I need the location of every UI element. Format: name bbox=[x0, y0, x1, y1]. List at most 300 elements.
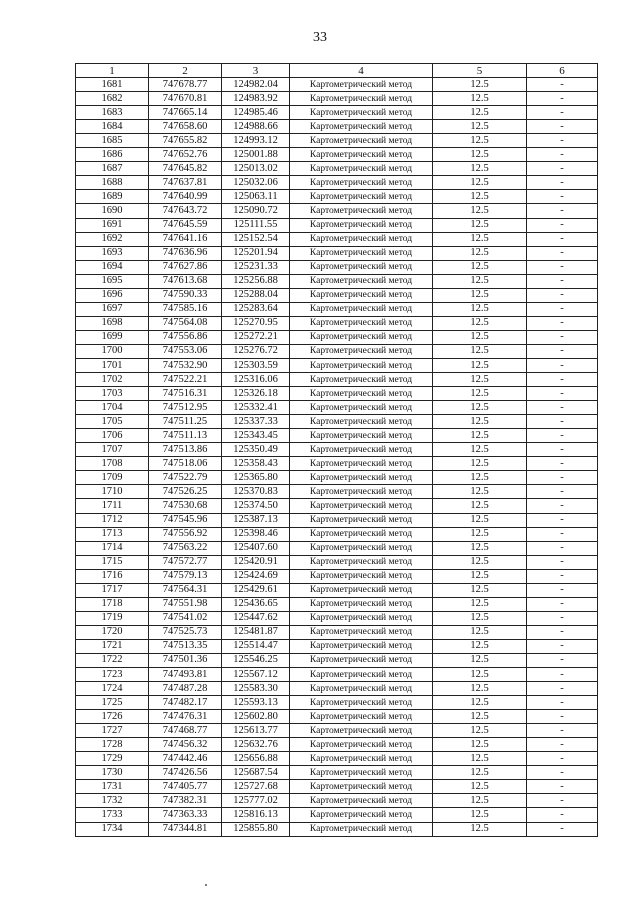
point-number-cell: 1726 bbox=[76, 710, 149, 724]
page-number: 33 bbox=[313, 30, 327, 45]
accuracy-cell: 12.5 bbox=[433, 780, 527, 794]
x-coordinate-cell: 747501.36 bbox=[149, 653, 222, 667]
y-coordinate-cell: 125407.60 bbox=[222, 541, 290, 555]
table-row bbox=[76, 92, 598, 106]
note-cell: - bbox=[527, 106, 598, 120]
x-coordinate-cell: 747493.81 bbox=[149, 668, 222, 682]
note-cell: - bbox=[527, 260, 598, 274]
note-cell: - bbox=[527, 162, 598, 176]
point-number-cell: 1705 bbox=[76, 415, 149, 429]
x-coordinate-cell: 747670.81 bbox=[149, 92, 222, 106]
method-cell: Картометрический метод bbox=[290, 92, 433, 106]
point-number-cell: 1683 bbox=[76, 106, 149, 120]
table-row bbox=[76, 106, 598, 120]
x-coordinate-cell: 747652.76 bbox=[149, 148, 222, 162]
x-coordinate-cell: 747553.06 bbox=[149, 344, 222, 358]
method-cell: Картометрический метод bbox=[290, 316, 433, 330]
table-row bbox=[76, 696, 598, 710]
method-cell: Картометрический метод bbox=[290, 752, 433, 766]
note-cell: - bbox=[527, 288, 598, 302]
table-row bbox=[76, 710, 598, 724]
accuracy-cell: 12.5 bbox=[433, 513, 527, 527]
note-cell: - bbox=[527, 373, 598, 387]
accuracy-cell: 12.5 bbox=[433, 541, 527, 555]
point-number-cell: 1723 bbox=[76, 668, 149, 682]
x-coordinate-cell: 747640.99 bbox=[149, 190, 222, 204]
accuracy-cell: 12.5 bbox=[433, 429, 527, 443]
x-coordinate-cell: 747641.16 bbox=[149, 232, 222, 246]
table-row bbox=[76, 218, 598, 232]
method-cell: Картометрический метод bbox=[290, 808, 433, 822]
column-header: 1 bbox=[76, 64, 149, 78]
table-row bbox=[76, 288, 598, 302]
y-coordinate-cell: 125337.33 bbox=[222, 415, 290, 429]
y-coordinate-cell: 124988.66 bbox=[222, 120, 290, 134]
table-row bbox=[76, 639, 598, 653]
point-number-cell: 1717 bbox=[76, 583, 149, 597]
x-coordinate-cell: 747511.13 bbox=[149, 429, 222, 443]
x-coordinate-cell: 747665.14 bbox=[149, 106, 222, 120]
note-cell: - bbox=[527, 457, 598, 471]
method-cell: Картометрический метод bbox=[290, 288, 433, 302]
y-coordinate-cell: 125429.61 bbox=[222, 583, 290, 597]
method-cell: Картометрический метод bbox=[290, 583, 433, 597]
method-cell: Картометрический метод bbox=[290, 330, 433, 344]
note-cell: - bbox=[527, 232, 598, 246]
column-header: 2 bbox=[149, 64, 222, 78]
accuracy-cell: 12.5 bbox=[433, 120, 527, 134]
x-coordinate-cell: 747426.56 bbox=[149, 766, 222, 780]
table-row bbox=[76, 387, 598, 401]
method-cell: Картометрический метод bbox=[290, 696, 433, 710]
method-cell: Картометрический метод bbox=[290, 274, 433, 288]
point-number-cell: 1724 bbox=[76, 682, 149, 696]
accuracy-cell: 12.5 bbox=[433, 190, 527, 204]
point-number-cell: 1706 bbox=[76, 429, 149, 443]
method-cell: Картометрический метод bbox=[290, 134, 433, 148]
y-coordinate-cell: 125687.54 bbox=[222, 766, 290, 780]
point-number-cell: 1730 bbox=[76, 766, 149, 780]
table-row bbox=[76, 794, 598, 808]
method-cell: Картометрический метод bbox=[290, 260, 433, 274]
accuracy-cell: 12.5 bbox=[433, 92, 527, 106]
accuracy-cell: 12.5 bbox=[433, 373, 527, 387]
y-coordinate-cell: 125272.21 bbox=[222, 330, 290, 344]
point-number-cell: 1681 bbox=[76, 78, 149, 92]
y-coordinate-cell: 125398.46 bbox=[222, 527, 290, 541]
note-cell: - bbox=[527, 344, 598, 358]
method-cell: Картометрический метод bbox=[290, 710, 433, 724]
method-cell: Картометрический метод bbox=[290, 527, 433, 541]
note-cell: - bbox=[527, 752, 598, 766]
y-coordinate-cell: 125332.41 bbox=[222, 401, 290, 415]
y-coordinate-cell: 125387.13 bbox=[222, 513, 290, 527]
x-coordinate-cell: 747344.81 bbox=[149, 822, 222, 836]
accuracy-cell: 12.5 bbox=[433, 148, 527, 162]
x-coordinate-cell: 747513.35 bbox=[149, 639, 222, 653]
y-coordinate-cell: 125358.43 bbox=[222, 457, 290, 471]
method-cell: Картометрический метод bbox=[290, 190, 433, 204]
note-cell: - bbox=[527, 471, 598, 485]
method-cell: Картометрический метод bbox=[290, 653, 433, 667]
note-cell: - bbox=[527, 330, 598, 344]
table-row bbox=[76, 415, 598, 429]
accuracy-cell: 12.5 bbox=[433, 471, 527, 485]
table-row bbox=[76, 724, 598, 738]
accuracy-cell: 12.5 bbox=[433, 204, 527, 218]
point-number-cell: 1682 bbox=[76, 92, 149, 106]
y-coordinate-cell: 125350.49 bbox=[222, 443, 290, 457]
y-coordinate-cell: 125567.12 bbox=[222, 668, 290, 682]
note-cell: - bbox=[527, 316, 598, 330]
table-row bbox=[76, 134, 598, 148]
x-coordinate-cell: 747645.59 bbox=[149, 218, 222, 232]
method-cell: Картометрический метод bbox=[290, 373, 433, 387]
method-cell: Картометрический метод bbox=[290, 611, 433, 625]
accuracy-cell: 12.5 bbox=[433, 822, 527, 836]
table-row bbox=[76, 443, 598, 457]
accuracy-cell: 12.5 bbox=[433, 358, 527, 372]
method-cell: Картометрический метод bbox=[290, 415, 433, 429]
table-row bbox=[76, 78, 598, 92]
note-cell: - bbox=[527, 78, 598, 92]
note-cell: - bbox=[527, 710, 598, 724]
note-cell: - bbox=[527, 696, 598, 710]
accuracy-cell: 12.5 bbox=[433, 583, 527, 597]
accuracy-cell: 12.5 bbox=[433, 569, 527, 583]
x-coordinate-cell: 747518.06 bbox=[149, 457, 222, 471]
note-cell: - bbox=[527, 541, 598, 555]
accuracy-cell: 12.5 bbox=[433, 597, 527, 611]
y-coordinate-cell: 125256.88 bbox=[222, 274, 290, 288]
point-number-cell: 1684 bbox=[76, 120, 149, 134]
method-cell: Картометрический метод bbox=[290, 358, 433, 372]
x-coordinate-cell: 747525.73 bbox=[149, 625, 222, 639]
point-number-cell: 1699 bbox=[76, 330, 149, 344]
x-coordinate-cell: 747522.21 bbox=[149, 373, 222, 387]
column-header: 4 bbox=[290, 64, 433, 78]
table-row bbox=[76, 401, 598, 415]
y-coordinate-cell: 125001.88 bbox=[222, 148, 290, 162]
method-cell: Картометрический метод bbox=[290, 724, 433, 738]
accuracy-cell: 12.5 bbox=[433, 639, 527, 653]
y-coordinate-cell: 125365.80 bbox=[222, 471, 290, 485]
y-coordinate-cell: 125816.13 bbox=[222, 808, 290, 822]
x-coordinate-cell: 747512.95 bbox=[149, 401, 222, 415]
y-coordinate-cell: 125777.02 bbox=[222, 794, 290, 808]
accuracy-cell: 12.5 bbox=[433, 794, 527, 808]
note-cell: - bbox=[527, 513, 598, 527]
point-number-cell: 1685 bbox=[76, 134, 149, 148]
point-number-cell: 1729 bbox=[76, 752, 149, 766]
note-cell: - bbox=[527, 780, 598, 794]
point-number-cell: 1690 bbox=[76, 204, 149, 218]
note-cell: - bbox=[527, 653, 598, 667]
point-number-cell: 1688 bbox=[76, 176, 149, 190]
point-number-cell: 1691 bbox=[76, 218, 149, 232]
table-row bbox=[76, 766, 598, 780]
accuracy-cell: 12.5 bbox=[433, 232, 527, 246]
accuracy-cell: 12.5 bbox=[433, 443, 527, 457]
y-coordinate-cell: 125013.02 bbox=[222, 162, 290, 176]
accuracy-cell: 12.5 bbox=[433, 260, 527, 274]
x-coordinate-cell: 747564.08 bbox=[149, 316, 222, 330]
table-row bbox=[76, 668, 598, 682]
note-cell: - bbox=[527, 499, 598, 513]
table-row bbox=[76, 541, 598, 555]
accuracy-cell: 12.5 bbox=[433, 668, 527, 682]
method-cell: Картометрический метод bbox=[290, 625, 433, 639]
table-row bbox=[76, 738, 598, 752]
x-coordinate-cell: 747526.25 bbox=[149, 485, 222, 499]
table-row bbox=[76, 499, 598, 513]
column-header: 3 bbox=[222, 64, 290, 78]
note-cell: - bbox=[527, 738, 598, 752]
y-coordinate-cell: 125546.25 bbox=[222, 653, 290, 667]
method-cell: Картометрический метод bbox=[290, 148, 433, 162]
method-cell: Картометрический метод bbox=[290, 302, 433, 316]
point-number-cell: 1710 bbox=[76, 485, 149, 499]
point-number-cell: 1713 bbox=[76, 527, 149, 541]
note-cell: - bbox=[527, 358, 598, 372]
x-coordinate-cell: 747530.68 bbox=[149, 499, 222, 513]
method-cell: Картометрический метод bbox=[290, 668, 433, 682]
method-cell: Картометрический метод bbox=[290, 766, 433, 780]
table-row bbox=[76, 330, 598, 344]
method-cell: Картометрический метод bbox=[290, 822, 433, 836]
note-cell: - bbox=[527, 555, 598, 569]
method-cell: Картометрический метод bbox=[290, 443, 433, 457]
method-cell: Картометрический метод bbox=[290, 429, 433, 443]
point-number-cell: 1686 bbox=[76, 148, 149, 162]
x-coordinate-cell: 747643.72 bbox=[149, 204, 222, 218]
point-number-cell: 1728 bbox=[76, 738, 149, 752]
accuracy-cell: 12.5 bbox=[433, 274, 527, 288]
note-cell: - bbox=[527, 429, 598, 443]
x-coordinate-cell: 747487.28 bbox=[149, 682, 222, 696]
table-header-row bbox=[76, 64, 598, 78]
method-cell: Картометрический метод bbox=[290, 541, 433, 555]
x-coordinate-cell: 747572.77 bbox=[149, 555, 222, 569]
y-coordinate-cell: 124985.46 bbox=[222, 106, 290, 120]
table-row bbox=[76, 120, 598, 134]
x-coordinate-cell: 747482.17 bbox=[149, 696, 222, 710]
table-row bbox=[76, 485, 598, 499]
point-number-cell: 1697 bbox=[76, 302, 149, 316]
y-coordinate-cell: 125201.94 bbox=[222, 246, 290, 260]
accuracy-cell: 12.5 bbox=[433, 134, 527, 148]
method-cell: Картометрический метод bbox=[290, 639, 433, 653]
accuracy-cell: 12.5 bbox=[433, 106, 527, 120]
y-coordinate-cell: 125231.33 bbox=[222, 260, 290, 274]
point-number-cell: 1695 bbox=[76, 274, 149, 288]
table-row bbox=[76, 316, 598, 330]
accuracy-cell: 12.5 bbox=[433, 162, 527, 176]
table-body bbox=[76, 78, 598, 837]
x-coordinate-cell: 747645.82 bbox=[149, 162, 222, 176]
accuracy-cell: 12.5 bbox=[433, 415, 527, 429]
y-coordinate-cell: 125152.54 bbox=[222, 232, 290, 246]
note-cell: - bbox=[527, 794, 598, 808]
method-cell: Картометрический метод bbox=[290, 513, 433, 527]
method-cell: Картометрический метод bbox=[290, 738, 433, 752]
note-cell: - bbox=[527, 190, 598, 204]
point-number-cell: 1732 bbox=[76, 794, 149, 808]
x-coordinate-cell: 747627.86 bbox=[149, 260, 222, 274]
y-coordinate-cell: 125727.68 bbox=[222, 780, 290, 794]
note-cell: - bbox=[527, 822, 598, 836]
speck bbox=[205, 884, 207, 886]
x-coordinate-cell: 747513.86 bbox=[149, 443, 222, 457]
x-coordinate-cell: 747476.31 bbox=[149, 710, 222, 724]
accuracy-cell: 12.5 bbox=[433, 499, 527, 513]
table-row bbox=[76, 555, 598, 569]
x-coordinate-cell: 747563.22 bbox=[149, 541, 222, 555]
accuracy-cell: 12.5 bbox=[433, 302, 527, 316]
table-row bbox=[76, 471, 598, 485]
y-coordinate-cell: 125288.04 bbox=[222, 288, 290, 302]
point-number-cell: 1720 bbox=[76, 625, 149, 639]
table-row bbox=[76, 653, 598, 667]
y-coordinate-cell: 125270.95 bbox=[222, 316, 290, 330]
note-cell: - bbox=[527, 218, 598, 232]
x-coordinate-cell: 747442.46 bbox=[149, 752, 222, 766]
y-coordinate-cell: 125316.06 bbox=[222, 373, 290, 387]
method-cell: Картометрический метод bbox=[290, 485, 433, 499]
accuracy-cell: 12.5 bbox=[433, 752, 527, 766]
point-number-cell: 1707 bbox=[76, 443, 149, 457]
accuracy-cell: 12.5 bbox=[433, 625, 527, 639]
table-row bbox=[76, 204, 598, 218]
point-number-cell: 1698 bbox=[76, 316, 149, 330]
point-number-cell: 1716 bbox=[76, 569, 149, 583]
point-number-cell: 1714 bbox=[76, 541, 149, 555]
x-coordinate-cell: 747541.02 bbox=[149, 611, 222, 625]
note-cell: - bbox=[527, 204, 598, 218]
point-number-cell: 1718 bbox=[76, 597, 149, 611]
note-cell: - bbox=[527, 639, 598, 653]
method-cell: Картометрический метод bbox=[290, 78, 433, 92]
point-number-cell: 1701 bbox=[76, 358, 149, 372]
point-number-cell: 1719 bbox=[76, 611, 149, 625]
y-coordinate-cell: 125436.65 bbox=[222, 597, 290, 611]
y-coordinate-cell: 125090.72 bbox=[222, 204, 290, 218]
point-number-cell: 1725 bbox=[76, 696, 149, 710]
accuracy-cell: 12.5 bbox=[433, 246, 527, 260]
table-row bbox=[76, 260, 598, 274]
method-cell: Картометрический метод bbox=[290, 246, 433, 260]
x-coordinate-cell: 747363.33 bbox=[149, 808, 222, 822]
x-coordinate-cell: 747511.25 bbox=[149, 415, 222, 429]
y-coordinate-cell: 125514.47 bbox=[222, 639, 290, 653]
method-cell: Картометрический метод bbox=[290, 499, 433, 513]
y-coordinate-cell: 125283.64 bbox=[222, 302, 290, 316]
point-number-cell: 1694 bbox=[76, 260, 149, 274]
note-cell: - bbox=[527, 120, 598, 134]
y-coordinate-cell: 125656.88 bbox=[222, 752, 290, 766]
accuracy-cell: 12.5 bbox=[433, 288, 527, 302]
y-coordinate-cell: 125063.11 bbox=[222, 190, 290, 204]
point-number-cell: 1689 bbox=[76, 190, 149, 204]
accuracy-cell: 12.5 bbox=[433, 330, 527, 344]
table-row bbox=[76, 569, 598, 583]
point-number-cell: 1700 bbox=[76, 344, 149, 358]
note-cell: - bbox=[527, 92, 598, 106]
method-cell: Картометрический метод bbox=[290, 794, 433, 808]
method-cell: Картометрический метод bbox=[290, 387, 433, 401]
x-coordinate-cell: 747522.79 bbox=[149, 471, 222, 485]
note-cell: - bbox=[527, 766, 598, 780]
method-cell: Картометрический метод bbox=[290, 597, 433, 611]
x-coordinate-cell: 747579.13 bbox=[149, 569, 222, 583]
table-row bbox=[76, 302, 598, 316]
point-number-cell: 1709 bbox=[76, 471, 149, 485]
table-row bbox=[76, 597, 598, 611]
note-cell: - bbox=[527, 611, 598, 625]
method-cell: Картометрический метод bbox=[290, 204, 433, 218]
accuracy-cell: 12.5 bbox=[433, 710, 527, 724]
table-row bbox=[76, 780, 598, 794]
accuracy-cell: 12.5 bbox=[433, 485, 527, 499]
point-number-cell: 1734 bbox=[76, 822, 149, 836]
x-coordinate-cell: 747564.31 bbox=[149, 583, 222, 597]
note-cell: - bbox=[527, 302, 598, 316]
x-coordinate-cell: 747405.77 bbox=[149, 780, 222, 794]
method-cell: Картометрический метод bbox=[290, 162, 433, 176]
note-cell: - bbox=[527, 583, 598, 597]
accuracy-cell: 12.5 bbox=[433, 653, 527, 667]
y-coordinate-cell: 125420.91 bbox=[222, 555, 290, 569]
accuracy-cell: 12.5 bbox=[433, 527, 527, 541]
accuracy-cell: 12.5 bbox=[433, 176, 527, 190]
point-number-cell: 1731 bbox=[76, 780, 149, 794]
y-coordinate-cell: 124993.12 bbox=[222, 134, 290, 148]
point-number-cell: 1696 bbox=[76, 288, 149, 302]
point-number-cell: 1703 bbox=[76, 387, 149, 401]
y-coordinate-cell: 125447.62 bbox=[222, 611, 290, 625]
table-row bbox=[76, 457, 598, 471]
x-coordinate-cell: 747532.90 bbox=[149, 358, 222, 372]
note-cell: - bbox=[527, 569, 598, 583]
accuracy-cell: 12.5 bbox=[433, 682, 527, 696]
point-number-cell: 1715 bbox=[76, 555, 149, 569]
x-coordinate-cell: 747585.16 bbox=[149, 302, 222, 316]
note-cell: - bbox=[527, 682, 598, 696]
table-row bbox=[76, 246, 598, 260]
y-coordinate-cell: 125855.80 bbox=[222, 822, 290, 836]
y-coordinate-cell: 125632.76 bbox=[222, 738, 290, 752]
note-cell: - bbox=[527, 808, 598, 822]
accuracy-cell: 12.5 bbox=[433, 766, 527, 780]
accuracy-cell: 12.5 bbox=[433, 611, 527, 625]
table-row bbox=[76, 232, 598, 246]
point-number-cell: 1711 bbox=[76, 499, 149, 513]
table-row bbox=[76, 583, 598, 597]
table-row bbox=[76, 822, 598, 836]
table-row bbox=[76, 429, 598, 443]
accuracy-cell: 12.5 bbox=[433, 696, 527, 710]
accuracy-cell: 12.5 bbox=[433, 218, 527, 232]
point-number-cell: 1708 bbox=[76, 457, 149, 471]
column-header: 6 bbox=[527, 64, 598, 78]
x-coordinate-cell: 747637.81 bbox=[149, 176, 222, 190]
note-cell: - bbox=[527, 485, 598, 499]
table-row bbox=[76, 373, 598, 387]
method-cell: Картометрический метод bbox=[290, 218, 433, 232]
note-cell: - bbox=[527, 527, 598, 541]
method-cell: Картометрический метод bbox=[290, 106, 433, 120]
accuracy-cell: 12.5 bbox=[433, 555, 527, 569]
